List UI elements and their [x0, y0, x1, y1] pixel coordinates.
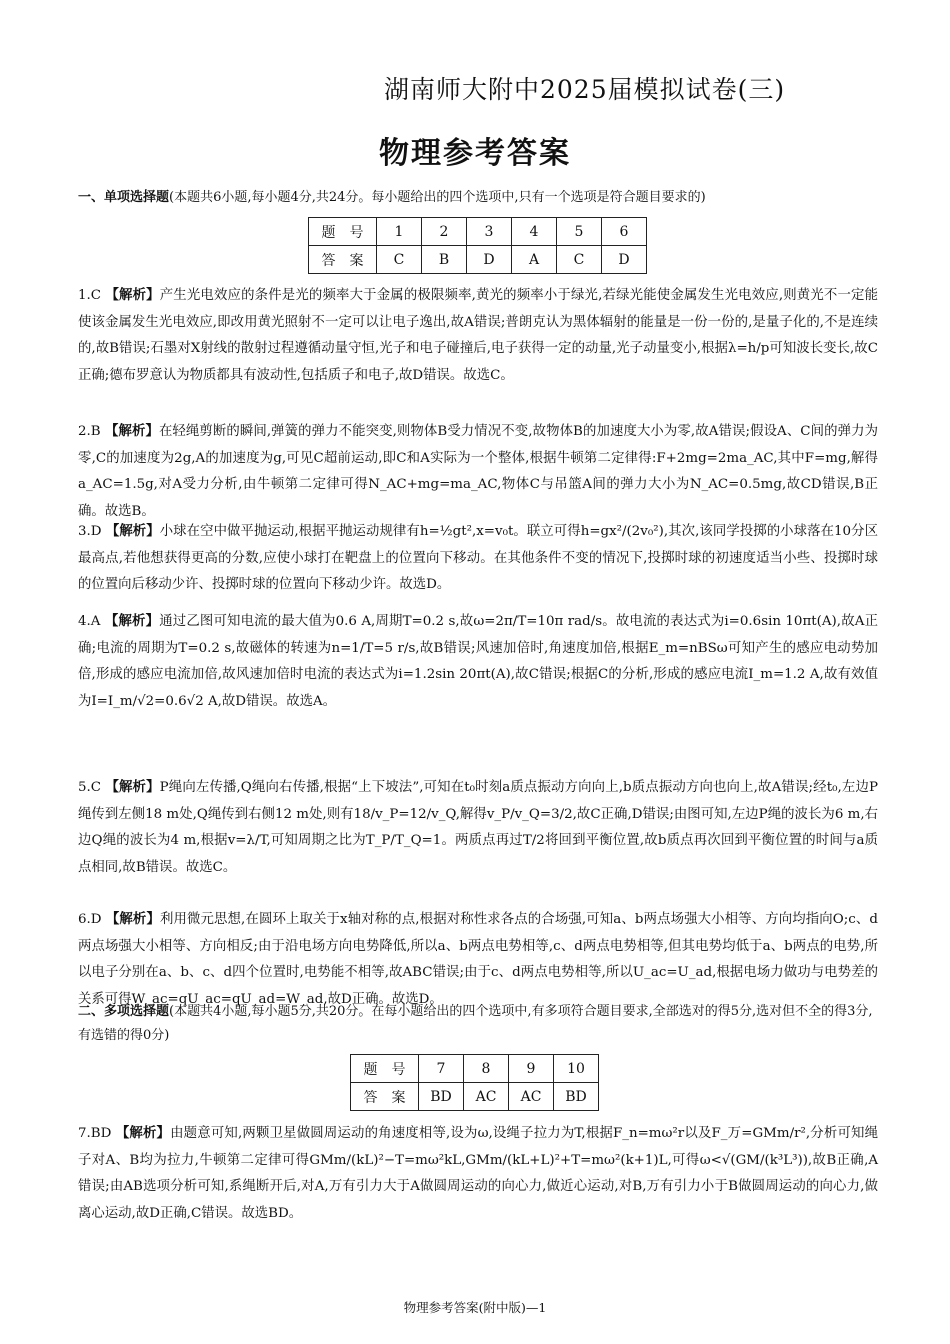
table-row	[309, 218, 647, 246]
question-number-cell: 2	[422, 218, 467, 246]
answer-cell: AC	[464, 1083, 509, 1111]
question-number-cell: 5	[557, 218, 602, 246]
explanation-text: P绳向左传播,Q绳向右传播,根据“上下坡法”,可知在t₀时刻a质点振动方向向上,b质点振动方向也向上,故A错误;经t₀,左边P绳传到左侧18 m处,Q绳传到右侧12 m处,则有18/v_P=12/v_Q,解得v_P/v_Q=3/2,故C正确,D错误;由图可知,左边P绳的波长为6 m,右边Q绳的波长为4 m,根据v=λ/T,可知周期之比为T_P/T_Q=1。两质点再过T/2将回到平衡位置,故b质点再次回到平衡位置的时间与a质点相同,故B错误。故选C。	[78, 780, 878, 875]
question-number-cell: 4	[512, 218, 557, 246]
analysis-tag: 【解析】	[105, 779, 160, 795]
explanation-text: 通过乙图可知电流的最大值为0.6 A,周期T=0.2 s,故ω=2π/T=10π rad/s。故电流的表达式为i=0.6sin 10πt(A),故A正确;电流的周期为T=0.2 s,故磁体的转速为n=1/T=5 r/s,故B错误;风速加倍时,角速度加倍,根据E_m=nBSω可知产生的感应电动势加倍,形成的感应电流加倍,故风速加倍时电流的表达式为i=1.2sin 20πt(A),故C错误;根据C的分析,形成的感应电流I_m=1.2 A,故有效值为I=I_m/√2=0.6√2 A,故D错误。故选A。	[78, 614, 879, 709]
school-title: 湖南师大附中2025届模拟试卷(三)	[384, 75, 786, 104]
answer-cell: AC	[509, 1083, 554, 1111]
question-label: 5.C	[78, 780, 102, 795]
answer-cell: BD	[554, 1083, 599, 1111]
table-row	[351, 1055, 599, 1083]
question-label: 1.C	[78, 288, 102, 303]
answer-cell: C	[557, 246, 602, 274]
explanation-text: 产生光电效应的条件是光的频率大于金属的极限频率,黄光的频率小于绿光,若绿光能使金属发生光电效应,则黄光不一定能使该金属发生光电效应,即改用黄光照射不一定可以让电子逸出,故A错误;普朗克认为黑体辐射的能量是一份一份的,是量子化的,不是连续的,故B错误;石墨对X射线的散射过程遵循动量守恒,光子和电子碰撞后,电子获得一定的动量,光子动量变小,根据λ=h/p可知波长变长,故C正确;德布罗意认为物质都具有波动性,包括质子和电子,故D错误。故选C。	[78, 288, 879, 383]
analysis-tag: 【解析】	[105, 911, 160, 927]
question-number-cell: 9	[509, 1055, 554, 1083]
question-label: 4.A	[78, 614, 101, 629]
question-number-cell: 3	[467, 218, 512, 246]
answer-cell: BD	[419, 1083, 464, 1111]
section2-answer-table	[350, 1054, 599, 1111]
table-row	[309, 246, 647, 274]
question-label: 3.D	[78, 524, 102, 539]
answer-cell: D	[467, 246, 512, 274]
section1-answer-table	[308, 217, 647, 274]
explanation-text: 由题意可知,两颗卫星做圆周运动的角速度相等,设为ω,设绳子拉力为T,根据F_n=mω²r以及F_万=GMm/r²,分析可知绳子对A、B均为拉力,牛顿第二定律可得GMm/(kL)²−T=mω²kL,GMm/(kL+L)²+T=mω²(k+1)L,可得ω<√(GM/(k³L³)),故B正确,A错误;由AB选项分析可知,系绳断开后,对A,万有引力大于A做圆周运动的向心力,做近心运动,对B,万有引力小于B做圆周运动的向心力,做离心运动,故D正确,C错误。故选BD。	[78, 1126, 878, 1221]
analysis-tag: 【解析】	[104, 423, 159, 439]
page-title: 物理参考答案	[379, 136, 571, 171]
explanation-2	[78, 418, 878, 525]
answer-cell: B	[422, 246, 467, 274]
question-number-cell: 10	[554, 1055, 599, 1083]
page-footer: 物理参考答案(附中版)—1	[403, 1300, 547, 1315]
explanation-text: 在轻绳剪断的瞬间,弹簧的弹力不能突变,则物体B受力情况不变,故物体B的加速度大小为零,故A错误;假设A、C间的弹力为零,C的加速度为2g,A的加速度为g,可见C超前运动,即C和A实际为一个整体,根据牛顿第二定律得:F+2mg=2ma_AC,其中F=mg,解得a_AC=1.5g,对A受力分析,由牛顿第二定律可得N_AC+mg=ma_AC,物体C与吊篮A间的弹力大小为N_AC=0.5mg,故CD错误,B正确。故选B。	[78, 424, 878, 519]
answer-cell: A	[512, 246, 557, 274]
question-number-cell: 8	[464, 1055, 509, 1083]
explanation-1	[78, 282, 878, 389]
table-header-cell: 题 号	[309, 218, 377, 246]
analysis-tag: 【解析】	[115, 1125, 171, 1141]
analysis-tag: 【解析】	[105, 287, 160, 303]
explanation-text: 小球在空中做平抛运动,根据平抛运动规律有h=½gt²,x=v₀t。联立可得h=gx²/(2v₀²),其次,该同学投掷的小球落在10分区最高点,若他想获得更高的分数,应使小球打在靶盘上的位置向下移动。在其他条件不变的情况下,投掷时球的初速度适当小些、投掷时球的位置向后移动少许、投掷时球的位置向下移动少许。故选D。	[78, 524, 879, 592]
table-row	[351, 1083, 599, 1111]
question-number-cell: 7	[419, 1055, 464, 1083]
section1-desc: (本题共6小题,每小题4分,共24分。每小题给出的四个选项中,只有一个选项是符合题目要求的)	[169, 190, 706, 205]
question-label: 6.D	[78, 912, 102, 927]
section2-title: 二、多项选择题	[78, 1004, 170, 1019]
answer-cell: C	[377, 246, 422, 274]
explanation-text: 利用微元思想,在圆环上取关于x轴对称的点,根据对称性求各点的合场强,可知a、b两点场强大小相等、方向均指向O;c、d两点场强大小相等、方向相反;由于沿电场方向电势降低,所以a、b两点电势相等,c、d两点电势相等,但其电势均低于a、b两点的电势,所以电子分别在a、b、c、d四个位置时,电势能不相等,故ABC错误;由于c、d两点电势相等,所以U_ac=U_ad,根据电场力做功与电势差的关系可得W_ac=qU_ac=qU_ad=W_ad,故D正确。故选D。	[78, 912, 878, 1007]
section2-desc: (本题共4小题,每小题5分,共20分。在每小题给出的四个选项中,有多项符合题目要求,全部选对的得5分,选对但不全的得3分,有选错的得0分)	[78, 1004, 873, 1043]
question-number-cell: 1	[377, 218, 422, 246]
section2-heading	[78, 1000, 878, 1048]
section1-heading	[78, 186, 878, 210]
analysis-tag: 【解析】	[105, 523, 160, 539]
table-header-cell: 答 案	[351, 1083, 419, 1111]
explanation-4	[78, 608, 878, 715]
explanation-5	[78, 774, 878, 881]
question-number-cell: 6	[602, 218, 647, 246]
explanation-3	[78, 518, 878, 599]
table-header-cell: 题 号	[351, 1055, 419, 1083]
answer-cell: D	[602, 246, 647, 274]
analysis-tag: 【解析】	[104, 613, 160, 629]
explanation-6	[78, 906, 878, 1013]
section1-title: 一、单项选择题	[78, 190, 170, 205]
table-header-cell: 答 案	[309, 246, 377, 274]
explanation-7	[78, 1120, 878, 1227]
question-label: 2.B	[78, 424, 101, 439]
question-label: 7.BD	[78, 1126, 112, 1141]
